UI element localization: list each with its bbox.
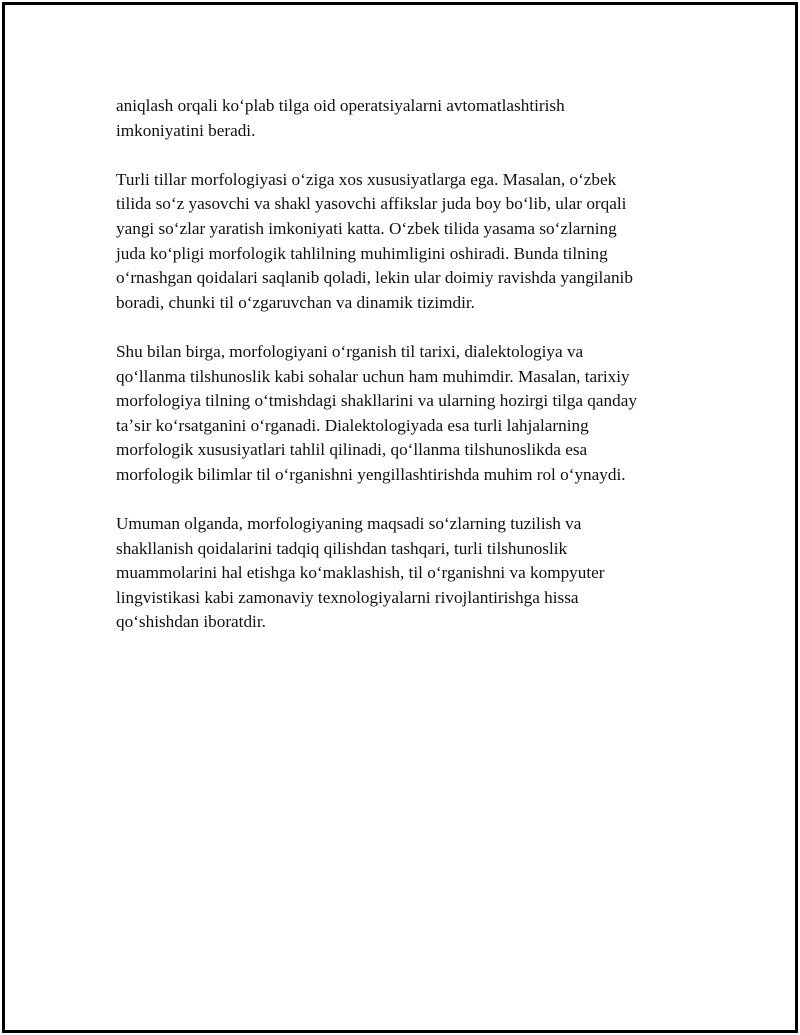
text-line: aniqlash orqali koʻplab tilga oid operatsiyalarni avtomatlashtirish — [116, 96, 565, 115]
text-line: tilida soʻz yasovchi va shakl yasovchi affikslar juda boy boʻlib, ular orqali — [116, 194, 627, 214]
paragraph-3 — [116, 340, 686, 488]
text-line: morfologik bilimlar til oʻrganishni yengillashtirishda muhim rol oʻynaydi. — [116, 464, 626, 484]
text-line: imkoniyatini beradi. — [116, 120, 256, 140]
text-line: taʼsir koʻrsatganini oʻrganadi. Dialektologiyada esa turli lahjalarning — [116, 415, 589, 435]
text-line: lingvistikasi kabi zamonaviy texnologiyalarni rivojlantirishga hissa — [116, 587, 579, 607]
text-line: Shu bilan birga, morfologiyani oʻrganish til tarixi, dialektologiya va — [116, 341, 584, 361]
text-line: qoʻshishdan iboratdir. — [116, 612, 266, 632]
text-line: morfologiya tilning oʻtmishdagi shakllarini va ularning hozirgi tilga qanday — [116, 391, 637, 411]
paragraph-2 — [116, 168, 686, 316]
text-line: Turli tillar morfologiyasi oʻziga xos xususiyatlarga ega. Masalan, oʻzbek — [116, 169, 617, 189]
text-line: boradi, chunki til oʻzgaruvchan va dinamik tizimdir. — [116, 292, 475, 312]
text-line: muammolarini hal etishga koʻmaklashish, til oʻrganishni va kompyuter — [116, 563, 605, 583]
text-line: qoʻllanma tilshunoslik kabi sohalar uchun ham muhimdir. Masalan, tarixiy — [116, 366, 630, 386]
text-line: Umuman olganda, morfologiyaning maqsadi soʻzlarning tuzilish va — [116, 514, 582, 534]
text-line: oʻrnashgan qoidalari saqlanib qoladi, lekin ular doimiy ravishda yangilanib — [116, 268, 633, 288]
text-line: morfologik xususiyatlari tahlil qilinadi, qoʻllanma tilshunoslikda esa — [116, 440, 588, 460]
text-line: yangi soʻzlar yaratish imkoniyati katta. Oʻzbek tilida yasama soʻzlarning — [116, 218, 617, 238]
paragraph-4 — [116, 512, 686, 635]
document-body — [116, 94, 686, 660]
text-line: shakllanish qoidalarini tadqiq qilishdan tashqari, turli tilshunoslik — [116, 538, 568, 558]
text-line: juda koʻpligi morfologik tahlilning muhimligini oshiradi. Bunda tilning — [116, 243, 608, 263]
paragraph-1 — [116, 94, 686, 143]
